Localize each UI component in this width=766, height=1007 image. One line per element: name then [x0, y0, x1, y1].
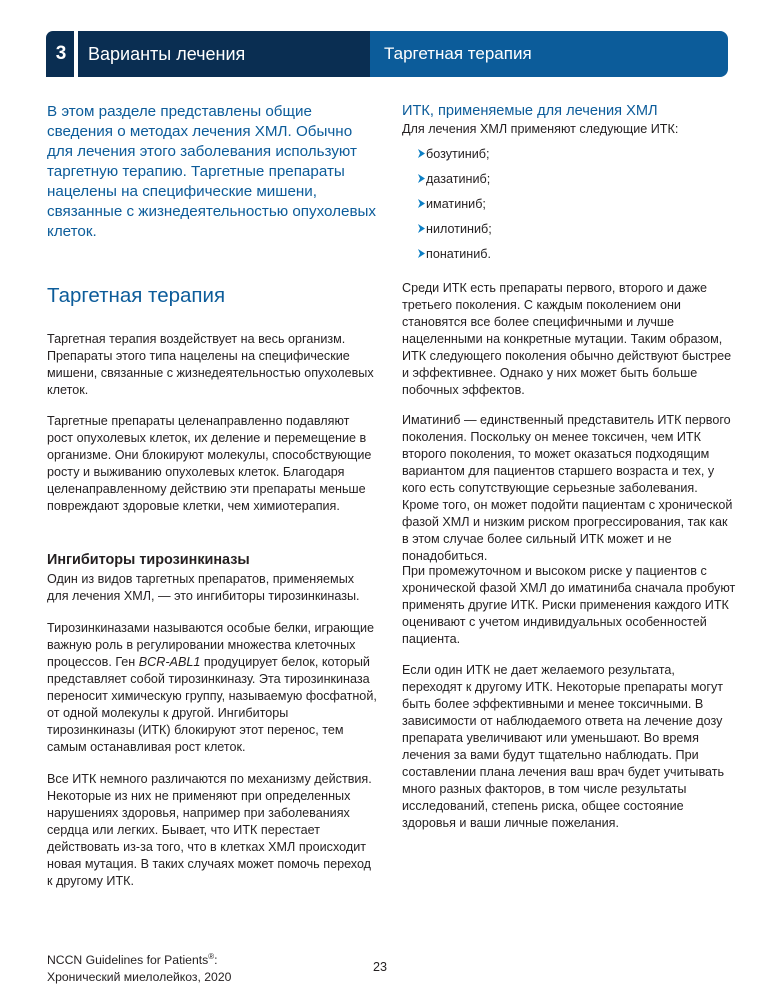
list-item	[402, 166, 492, 191]
footer-source	[47, 948, 231, 986]
text-run: продуцирует белок, который представляет собой тирозинкиназу. Эта тирозинкиназа переносит химическую группу, называемую фосфатной, от одной молекулы к другой. Ингибиторы тирозинкиназы (ИТК) блокируют этот перенос, тем самым останавливая рост клеток.	[47, 655, 377, 754]
footer-title: NCCN Guidelines for Patients	[47, 953, 209, 968]
paragraph: Таргетная терапия воздействует на весь организм. Препараты этого типа нацелены на специфические мишени, связанные с жизнедеятельностью опухолевых клеток.	[47, 332, 374, 397]
paragraph: Иматиниб — единственный представитель ИТК первого поколения. Поскольку он менее токсичен, чем ИТК второго поколения, то может оказаться подходящим вариантом для пациентов старшего возраста и тех, у кого есть сопутствующие серьезные заболевания. Кроме того, он может подойти пациентам с хронической фазой ХМЛ и низким риском прогрессирования, так как в этом случае более сильный ИТК может и не понадобиться.	[402, 413, 733, 563]
intro-text: В этом разделе представлены общие сведения о методах лечения ХМЛ. Обычно для лечения этого заболевания используют таргетную терапию. Таргетные препараты нацелены на специфические мишени, связанные с жизнедеятельностью опухолевых клеток.	[47, 103, 377, 240]
gene-name: BCR-ABL1	[138, 655, 201, 669]
section-title: Таргетная терапия	[384, 44, 532, 63]
list-lead: Для лечения ХМЛ применяют следующие ИТК:	[402, 122, 679, 136]
chevron-right-icon	[402, 147, 426, 161]
paragraph: Среди ИТК есть препараты первого, второго и даже третьего поколения. С каждым поколением они становятся все более специфичными и лучше нацеленными на конкретные мутации. Таким образом, ИТК следующего поколения обычно действуют быстрее и эффективнее. Однако у них может быть больше побочных эффектов.	[402, 281, 732, 397]
list-item	[402, 216, 492, 241]
list-item	[402, 191, 492, 216]
list-item	[402, 241, 492, 266]
drug-name: дазатиниб;	[426, 171, 491, 186]
chevron-right-icon	[402, 172, 426, 186]
text-run: Тирозинкиназами называются особые белки, играющие важную роль в регулировании множества клеточных процессов. Ген	[47, 621, 374, 669]
section-tab	[370, 31, 728, 77]
paragraph	[47, 620, 377, 756]
chapter-title: Варианты лечения	[88, 43, 246, 64]
right-heading: ИТК, применяемые для лечения ХМЛ	[402, 103, 658, 119]
chapter-tab	[46, 31, 370, 77]
drug-name: иматиниб;	[426, 196, 486, 211]
chevron-right-icon	[402, 222, 426, 236]
drug-name: бозутиниб;	[426, 146, 490, 161]
paragraph: Таргетные препараты целенаправленно подавляют рост опухолевых клеток, их деление и перемещение в организме. Они блокируют молекулы, способствующие росту и выживанию опухолевых клеток. Благодаря целенаправленному действию эти препараты меньше повреждают здоровые клетки, чем химиотерапия.	[47, 414, 372, 513]
paragraph: При промежуточном и высоком риске у пациентов с хронической фазой ХМЛ до иматиниба сначала пробуют применять другие ИТК. Риски применения каждого ИТК оценивают с учетом индивидуальных особенностей пациента.	[402, 564, 736, 646]
chapter-number: 3	[55, 43, 67, 64]
page-number: 23	[373, 960, 388, 974]
page-header	[46, 31, 728, 77]
footer-subtitle: Хронический миелолейкоз, 2020	[47, 970, 232, 985]
registered-mark: ®	[208, 952, 215, 961]
paragraph: Все ИТК немного различаются по механизму действия. Некоторые из них не применяют при определенных нарушениях здоровья, например при заболеваниях сердца или легких. Бывает, что ИТК перестает действовать из-за того, что в клетках ХМЛ происходит новая мутация. В таких случаях может помочь переход к другому ИТК.	[47, 772, 372, 888]
paragraph: Если один ИТК не дает желаемого результата, переходят к другому ИТК. Некоторые препараты могут быть более эффективными и менее токсичными. В зависимости от наблюдаемого ответа на лечение дозу препарата увеличивают или уменьшают. Во время лечения за вами будут тщательно наблюдать. При составлении плана лечения ваш врач будет учитывать много разных факторов, в том числе результаты исследований, степень риска, общее состояние здоровья и ваши личные пожелания.	[402, 663, 725, 830]
header-divider	[74, 31, 78, 77]
drug-name: понатиниб.	[426, 246, 492, 261]
list-item	[402, 141, 492, 166]
drug-name: нилотиниб;	[426, 221, 492, 236]
drug-list	[402, 141, 492, 266]
subheading: Ингибиторы тирозинкиназы	[47, 552, 250, 568]
chevron-right-icon	[402, 197, 426, 211]
paragraph: Один из видов таргетных препаратов, применяемых для лечения ХМЛ, — это ингибиторы тирозинкиназы.	[47, 572, 360, 603]
footer-colon: :	[214, 953, 218, 968]
section-heading: Таргетная терапия	[47, 284, 226, 307]
chevron-right-icon	[402, 247, 426, 261]
